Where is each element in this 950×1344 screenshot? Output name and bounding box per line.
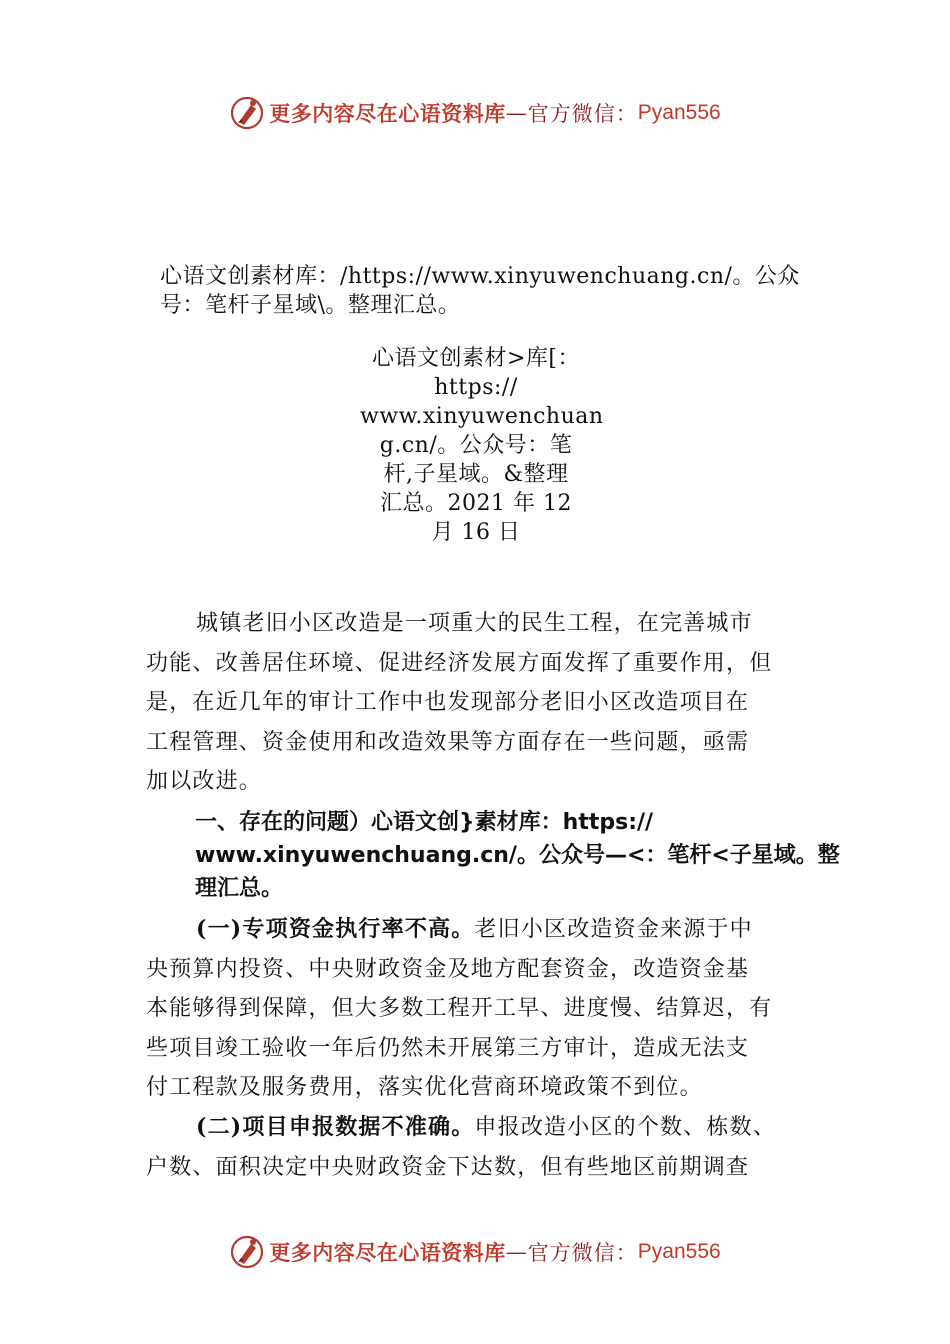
center-line: https:// [434, 375, 518, 400]
heading-line: www.xinyuwenchuang.cn/。公众号—<：笔杆<子星域。整 [195, 843, 840, 868]
paragraph-line: 付工程款及服务费用，落实优化营商环境政策不到位。 [146, 1075, 703, 1100]
paragraph-intro [146, 604, 816, 802]
paragraph-line: 户数、面积决定中央财政资金下达数，但有些地区前期调查 [146, 1154, 750, 1180]
paragraph-line [146, 1108, 816, 1148]
paragraph-text: 老旧小区改造资金来源于中 [474, 917, 753, 942]
paragraph-data-accuracy [146, 1108, 816, 1187]
banner-handle: Pyan556 [637, 101, 721, 124]
section-heading [195, 806, 845, 905]
intro-line: 心语文创素材库：/https://www.xinyuwenchuang.cn/。公众 [160, 264, 800, 289]
footer-banner [0, 1232, 950, 1272]
subheading-lead: (二)项目申报数据不准确。 [196, 1114, 475, 1140]
heading-line: 理汇总。 [195, 876, 284, 901]
center-line: 汇总。2021 年 12 [380, 491, 572, 516]
pen-nib-logo-icon [229, 95, 265, 131]
banner-dash: — [505, 1240, 528, 1264]
paragraph-line: 是，在近几年的审计工作中也发现部分老旧小区改造项目在 [146, 690, 750, 715]
centered-source-block [360, 344, 604, 547]
paragraph-funding [146, 910, 816, 1108]
banner-main-text: 更多内容尽在心语资料库 [269, 1240, 506, 1265]
center-line: 心语文创素材>库[： [371, 346, 581, 371]
center-line: 月 16 日 [431, 520, 521, 545]
paragraph-text: 申报改造小区的个数、栋数、 [474, 1115, 777, 1140]
paragraph-line: 本能够得到保障，但大多数工程开工早、进度慢、结算迟，有 [146, 996, 773, 1021]
paragraph-line: 央预算内投资、中央财政资金及地方配套资金，改造资金基 [146, 956, 750, 982]
center-line: g.cn/。公众号：笔 [379, 433, 573, 458]
paragraph-line: 功能、改善居住环境、促进经济发展方面发挥了重要作用，但 [146, 650, 773, 676]
banner-handle: Pyan556 [637, 1240, 721, 1263]
center-line: 杆,子星域。&整理 [383, 462, 569, 487]
banner-dash: — [505, 101, 528, 125]
center-line: www.xinyuwenchuan [360, 404, 604, 429]
paragraph-line [146, 910, 816, 950]
banner-main-text: 更多内容尽在心语资料库 [269, 101, 506, 126]
banner-sub-text: 官方微信： [527, 1241, 638, 1265]
intro-block [160, 262, 840, 320]
banner-sub-text: 官方微信： [527, 102, 638, 126]
heading-line: 一、存在的问题）心语文创}素材库：https:// [195, 810, 654, 835]
paragraph-line: 加以改进。 [146, 769, 263, 794]
header-banner [0, 93, 950, 133]
pen-nib-logo-icon [229, 1234, 265, 1270]
subheading-lead: (一)专项资金执行率不高。 [196, 916, 475, 942]
paragraph-line: 城镇老旧小区改造是一项重大的民生工程，在完善城市 [196, 611, 753, 636]
intro-line: 号：笔杆子星域\。整理汇总。 [160, 293, 461, 318]
paragraph-line: 工程管理、资金使用和改造效果等方面存在一些问题，亟需 [146, 729, 750, 755]
paragraph-line: 些项目竣工验收一年后仍然未开展第三方审计，造成无法支 [146, 1035, 750, 1061]
